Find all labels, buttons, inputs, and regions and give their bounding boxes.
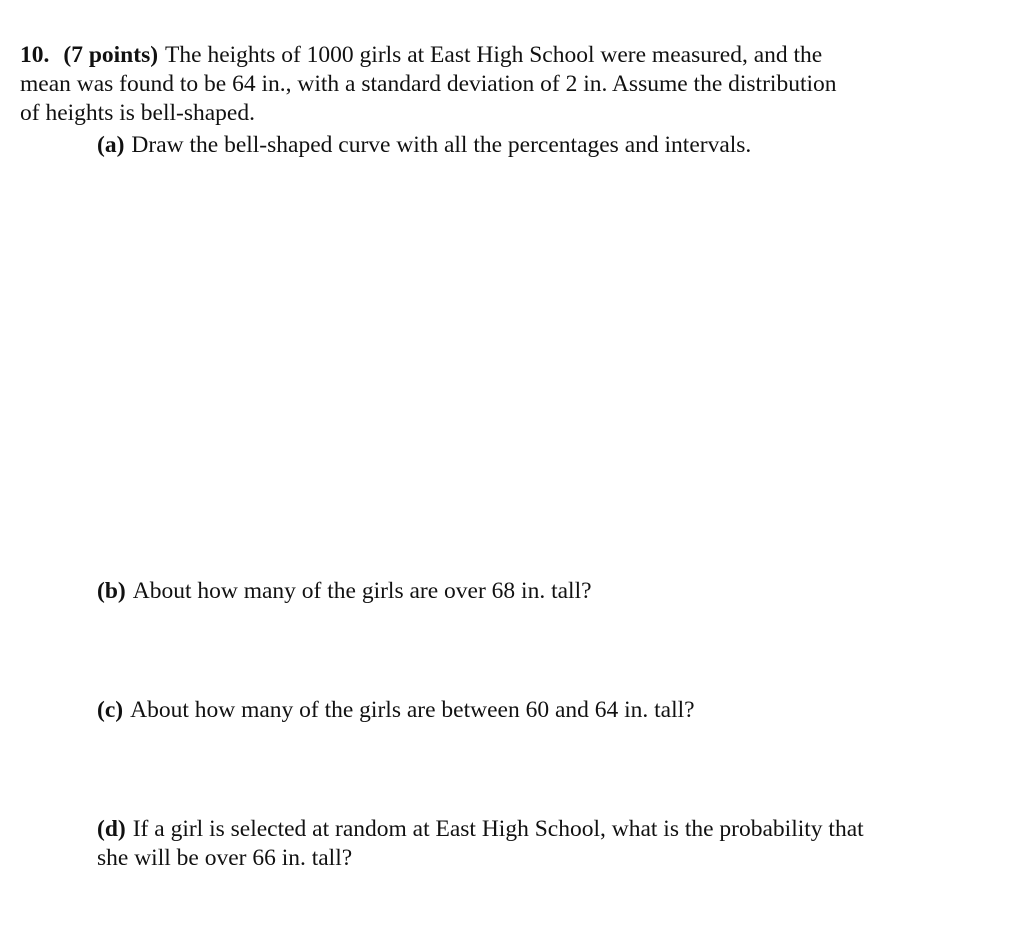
part-d-question-line-2: she will be over 66 in. tall? [97, 845, 353, 871]
problem-points: (7 points) [63, 42, 159, 68]
part-c-label: (c) [97, 697, 124, 723]
part-b-question: About how many of the girls are over 68 in. tall? [132, 578, 592, 604]
part-d-question-line-1: If a girl is selected at random at East High School, what is the probability that [132, 816, 864, 842]
part-c [97, 696, 997, 725]
part-a-label: (a) [97, 132, 125, 158]
problem-10 [20, 41, 1010, 128]
part-c-question: About how many of the girls are between 60 and 64 in. tall? [130, 697, 695, 723]
part-a [97, 131, 997, 160]
part-d-label: (d) [97, 816, 126, 842]
problem-text-line-3: of heights is bell-shaped. [20, 100, 255, 126]
problem-text-line-2: mean was found to be 64 in., with a standard deviation of 2 in. Assume the distribution [20, 71, 837, 97]
part-d [97, 815, 997, 873]
part-b [97, 577, 997, 606]
part-b-label: (b) [97, 578, 126, 604]
problem-text-line-1: The heights of 1000 girls at East High School were measured, and the [165, 42, 823, 68]
problem-number: 10. [20, 42, 50, 68]
part-a-question: Draw the bell-shaped curve with all the percentages and intervals. [131, 132, 752, 158]
problem-intro-line-1 [20, 41, 1010, 70]
